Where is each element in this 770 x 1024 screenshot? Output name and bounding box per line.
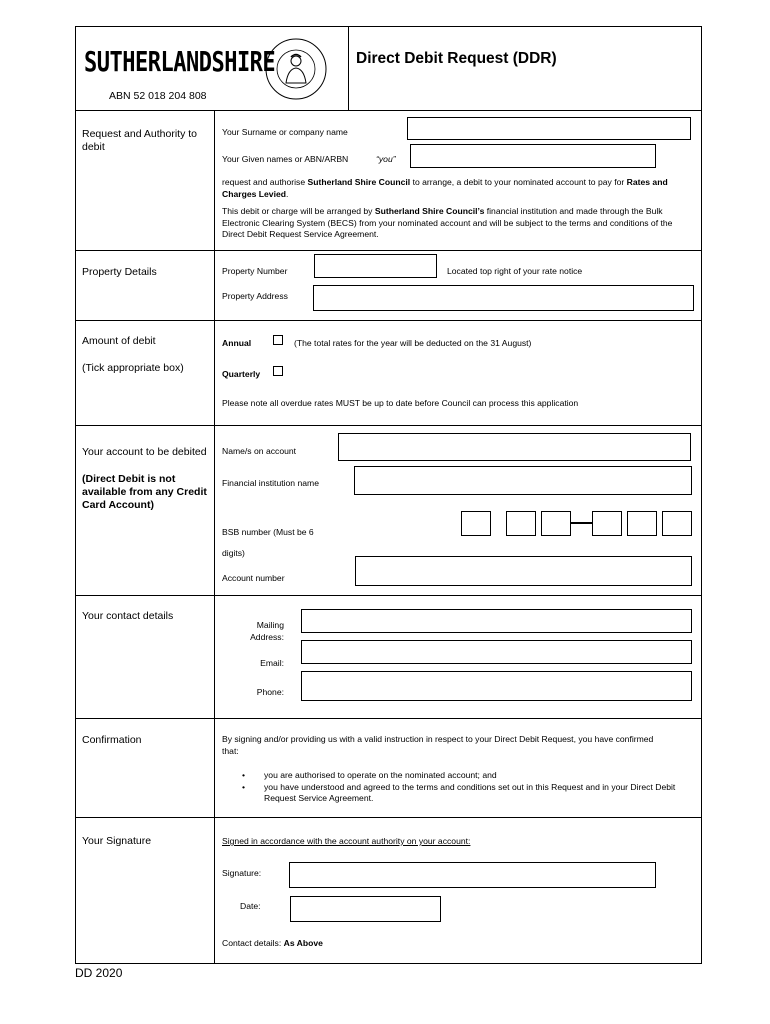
bsb-digit-5[interactable] (627, 511, 657, 536)
quarterly-label: Quarterly (222, 369, 261, 379)
divider-amount (75, 320, 702, 321)
page-title: Direct Debit Request (DDR) (356, 50, 557, 67)
divider-account (75, 425, 702, 426)
contact-details-note (222, 938, 323, 950)
section-label-amount: Amount of debit (82, 335, 156, 347)
given-names-label: Your Given names or ABN/ARBN (222, 154, 349, 164)
para1-mid: to arrange, a debit to your nominated account to pay for (410, 177, 627, 187)
date-label: Date: (240, 901, 261, 911)
authority-paragraph (222, 177, 692, 200)
council-logo-text: SUTHERLANDSHIRE (84, 47, 276, 79)
property-number-note: Located top right of your rate notice (447, 266, 583, 276)
account-number-label: Account number (222, 573, 285, 583)
bsb-digit-3[interactable] (541, 511, 571, 536)
property-number-label: Property Number (222, 266, 288, 276)
para1-end: . (286, 188, 289, 199)
annual-checkbox[interactable] (273, 335, 283, 345)
overdue-note: Please note all overdue rates MUST be up to date before Council can process this application (222, 398, 579, 408)
phone-label: Phone: (256, 687, 284, 697)
section-label-contact: Your contact details (82, 610, 174, 622)
divider-confirmation (75, 718, 702, 719)
surname-label: Your Surname or company name (222, 127, 348, 137)
confirmation-bullet: • you are authorised to operate on the nominated account; and (222, 770, 697, 782)
becs-paragraph (222, 206, 692, 241)
divider-property (75, 250, 702, 251)
email-label: Email: (260, 658, 284, 668)
para2-council: Sutherland Shire Council’s (374, 206, 485, 216)
para1-rates: Rates and Charges Levied (222, 177, 668, 199)
confirmation-bullet: • you have understood and agreed to the terms and conditions set out in this Request and in your Direct Debit Request Service Agreement. (222, 782, 697, 805)
section-label-account: Your account to be debited (82, 446, 207, 458)
property-address-label: Property Address (222, 291, 288, 301)
abn-text: ABN 52 018 204 808 (109, 90, 207, 102)
mailing-address-input[interactable] (301, 609, 692, 633)
annual-note: (The total rates for the year will be deducted on the 31 August) (294, 338, 532, 348)
account-names-input[interactable] (338, 433, 691, 461)
form-code: DD 2020 (75, 966, 123, 980)
section-label-confirmation: Confirmation (82, 734, 142, 746)
header-divider (75, 110, 702, 111)
you-label: “you” (376, 154, 396, 164)
confirmation-intro: By signing and/or providing us with a valid instruction in respect to your Direct Debit Request, you have confirmed that: (222, 734, 654, 756)
credit-card-note: (Direct Debit is not available from any Credit Card Account) (82, 473, 207, 511)
confirmation-list (222, 770, 697, 805)
contact-details-prefix: Contact details: (222, 938, 284, 948)
para1-council: Sutherland Shire Council (307, 177, 411, 187)
institution-label: Financial institution name (222, 478, 319, 488)
annual-label: Annual (222, 338, 252, 348)
signed-note: Signed in accordance with the account authority on your account: (222, 836, 471, 846)
para2-prefix: This debit or charge will be arranged by (222, 206, 375, 216)
quarterly-checkbox[interactable] (273, 366, 283, 376)
bsb-digit-2[interactable] (506, 511, 536, 536)
given-names-input[interactable] (410, 144, 656, 168)
header-vertical-divider (348, 26, 349, 111)
divider-signature (75, 817, 702, 818)
email-input[interactable] (301, 640, 692, 664)
bsb-digit-1[interactable] (461, 511, 491, 536)
bsb-separator (571, 522, 592, 524)
section-label-request: Request and Authority to debit (82, 128, 197, 153)
account-names-label: Name/s on account (222, 446, 297, 456)
para1-prefix: request and authorise (222, 177, 308, 187)
contact-details-value: As Above (283, 938, 323, 948)
section-label-property: Property Details (82, 266, 157, 278)
property-address-input[interactable] (313, 285, 694, 311)
property-number-input[interactable] (314, 254, 437, 278)
mailing-address-label: Mailing Address: (250, 620, 284, 642)
bsb-digit-4[interactable] (592, 511, 622, 536)
council-seal-icon (264, 37, 328, 101)
account-number-input[interactable] (355, 556, 692, 586)
label-column-divider (214, 110, 215, 964)
date-input[interactable] (290, 896, 441, 922)
surname-input[interactable] (407, 117, 691, 140)
bsb-label: BSB number (Must be 6 digits) (222, 527, 314, 558)
section-label-signature: Your Signature (82, 835, 152, 847)
tick-box-note: (Tick appropriate box) (82, 362, 184, 374)
divider-contact (75, 595, 702, 596)
phone-input[interactable] (301, 671, 692, 701)
para2-rest: financial institution and made through the Bulk Electronic Clearing System (BECS) from your nominated account and will be subject to the terms and conditions of the Direct Debit Request Service Agreement. (222, 206, 673, 239)
bsb-digit-6[interactable] (662, 511, 692, 536)
institution-input[interactable] (354, 466, 692, 495)
signature-input[interactable] (289, 862, 656, 888)
signature-label: Signature: (222, 868, 262, 878)
